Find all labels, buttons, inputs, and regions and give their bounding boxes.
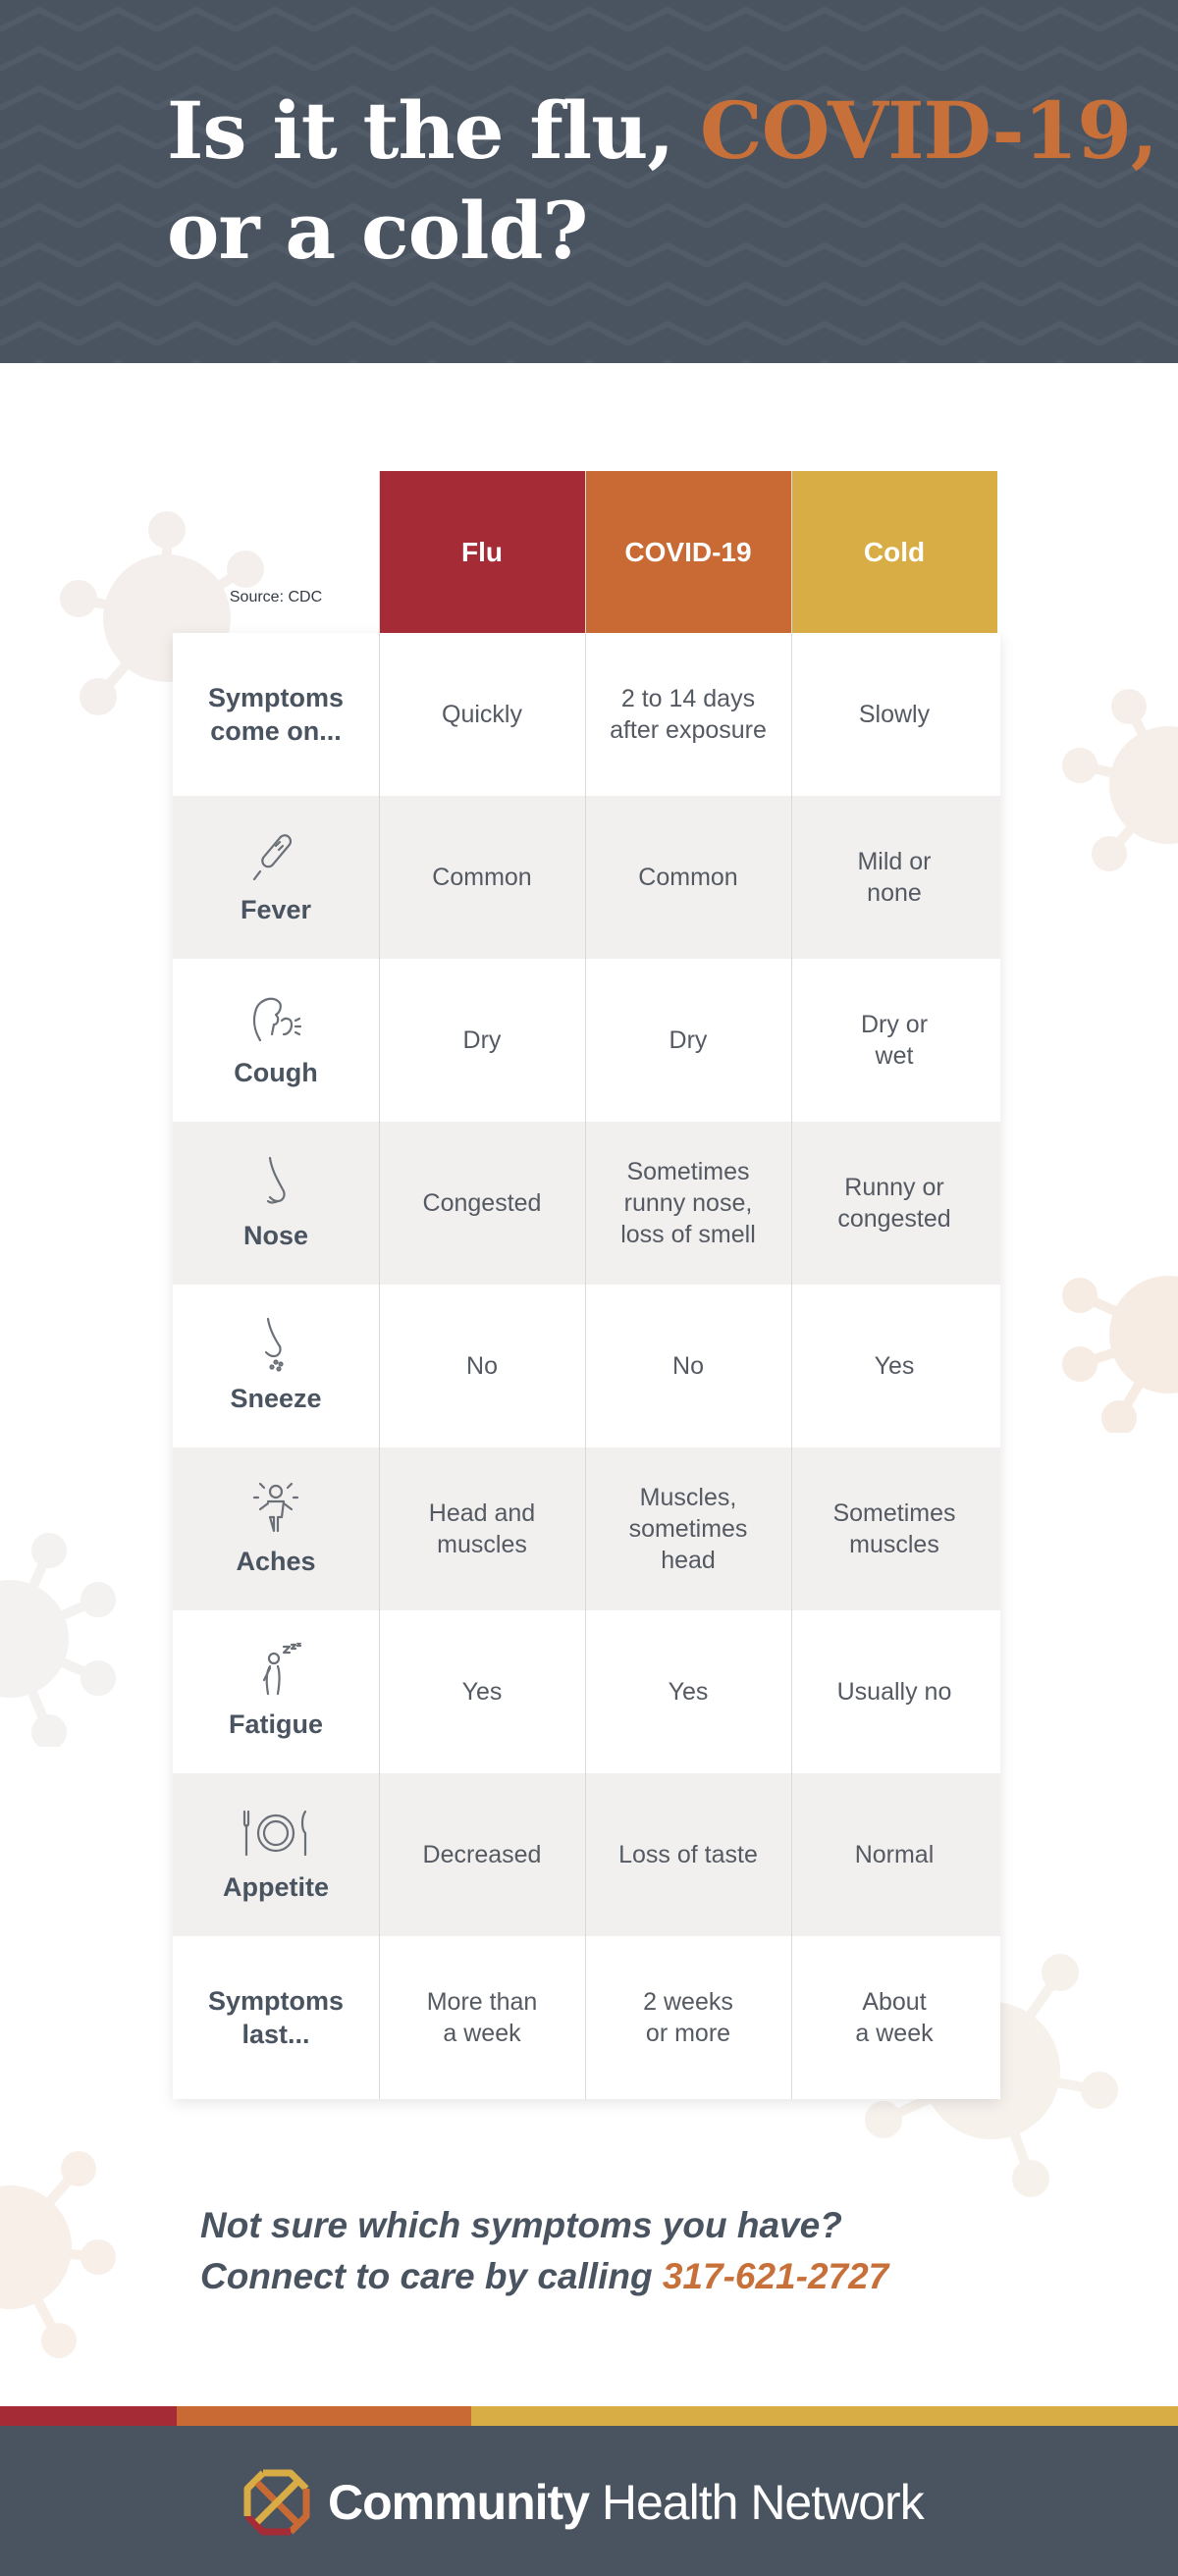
title-accent: COVID-19, [700, 84, 1157, 177]
page-title [167, 80, 1157, 281]
header-banner [0, 0, 1178, 363]
community-logo-icon [236, 2461, 318, 2544]
cell-cold: Usually no [836, 1678, 952, 1706]
column-divider [585, 471, 586, 2099]
table-row-duration [173, 1936, 1000, 2099]
cell-covid: No [672, 1352, 704, 1380]
cell-flu: More than a week [426, 1988, 538, 2047]
column-header-cold: Cold [791, 471, 997, 633]
row-label [173, 796, 379, 959]
row-label-text: Nose [242, 1221, 309, 1250]
virus-decoration-icon [1041, 687, 1178, 883]
table-row-fever [173, 796, 1000, 959]
row-label [173, 1285, 379, 1447]
row-label [173, 1936, 379, 2099]
table-row-appetite [173, 1773, 1000, 1936]
cell-flu: Head and muscles [428, 1499, 536, 1558]
aches-icon [244, 1480, 307, 1535]
cell-flu: Common [432, 864, 532, 891]
row-label-text: Symptoms last... [207, 1986, 345, 2049]
row-label [173, 1447, 379, 1610]
cell-flu: Decreased [422, 1841, 542, 1868]
cell-covid: Dry [669, 1026, 708, 1054]
table-row-nose [173, 1122, 1000, 1285]
cell-covid: Muscles, sometimes head [628, 1484, 748, 1574]
column-divider [379, 471, 380, 2099]
row-label [173, 633, 379, 796]
cell-covid: Loss of taste [618, 1841, 758, 1868]
cell-cold: Runny or congested [837, 1174, 951, 1233]
row-label-text: Symptoms come on... [207, 683, 345, 746]
stripe-yellow [471, 2406, 1178, 2426]
table-row-onset [173, 633, 1000, 796]
cell-covid: Sometimes runny nose, loss of smell [620, 1158, 756, 1248]
nose-icon [244, 1154, 307, 1209]
cta-line1: Not sure which symptoms you have? [200, 2205, 842, 2245]
brand-rest: Health Network [589, 2475, 924, 2530]
row-label [173, 1773, 379, 1936]
table-row-fatigue [173, 1610, 1000, 1773]
row-label-text: Fatigue [228, 1709, 323, 1739]
table-row-sneeze [173, 1285, 1000, 1447]
cell-covid: Yes [668, 1678, 709, 1706]
title-line2: or a cold? [167, 184, 588, 277]
table-header-row [173, 471, 1000, 633]
virus-decoration-icon [1041, 1236, 1178, 1433]
stripe-red [0, 2406, 177, 2426]
brand-bold: Community [328, 2475, 589, 2530]
row-label-text: Appetite [223, 1872, 329, 1902]
cell-cold: Sometimes muscles [832, 1499, 956, 1558]
row-label [173, 959, 379, 1122]
cell-covid: 2 weeks or more [643, 1988, 733, 2047]
row-label-text: Sneeze [230, 1384, 322, 1413]
source-note: Source: CDC [229, 589, 323, 605]
brand-name [328, 2471, 924, 2534]
table-row-cough [173, 959, 1000, 1122]
cell-cold: Dry or wet [860, 1011, 929, 1070]
row-label [173, 1122, 379, 1285]
column-header-covid: COVID-19 [585, 471, 791, 633]
table-row-aches [173, 1447, 1000, 1610]
row-label-text: Fever [240, 895, 312, 924]
thermometer-icon [244, 828, 307, 883]
virus-decoration-icon [0, 2129, 128, 2365]
cell-cold: About a week [855, 1988, 934, 2047]
phone-link[interactable]: 317-621-2727 [662, 2256, 889, 2296]
cell-cold: Normal [854, 1841, 935, 1868]
cell-flu: Quickly [442, 701, 522, 728]
utensils-icon [237, 1806, 315, 1861]
cell-covid: 2 to 14 days after exposure [610, 685, 767, 744]
cell-flu: Yes [461, 1678, 503, 1706]
cell-cold: Mild or none [857, 848, 932, 907]
cell-cold: Slowly [858, 701, 931, 728]
cell-covid: Common [638, 864, 738, 891]
cell-flu: Congested [422, 1189, 542, 1217]
cell-flu: No [466, 1352, 498, 1380]
row-label [173, 1610, 379, 1773]
fatigue-icon [244, 1643, 307, 1698]
sneeze-icon [244, 1317, 307, 1372]
column-divider [791, 471, 792, 2099]
cta-line2: Connect to care by calling [200, 2256, 663, 2296]
stripe-orange [177, 2406, 471, 2426]
cell-flu: Dry [462, 1026, 502, 1054]
call-to-action [200, 2200, 888, 2302]
column-header-flu: Flu [379, 471, 585, 633]
title-part1: Is it the flu, [167, 84, 701, 177]
row-label-text: Aches [236, 1547, 316, 1576]
virus-decoration-icon [0, 1531, 128, 1747]
cough-icon [244, 991, 307, 1046]
row-label-text: Cough [234, 1058, 318, 1087]
cell-cold: Yes [874, 1352, 915, 1380]
